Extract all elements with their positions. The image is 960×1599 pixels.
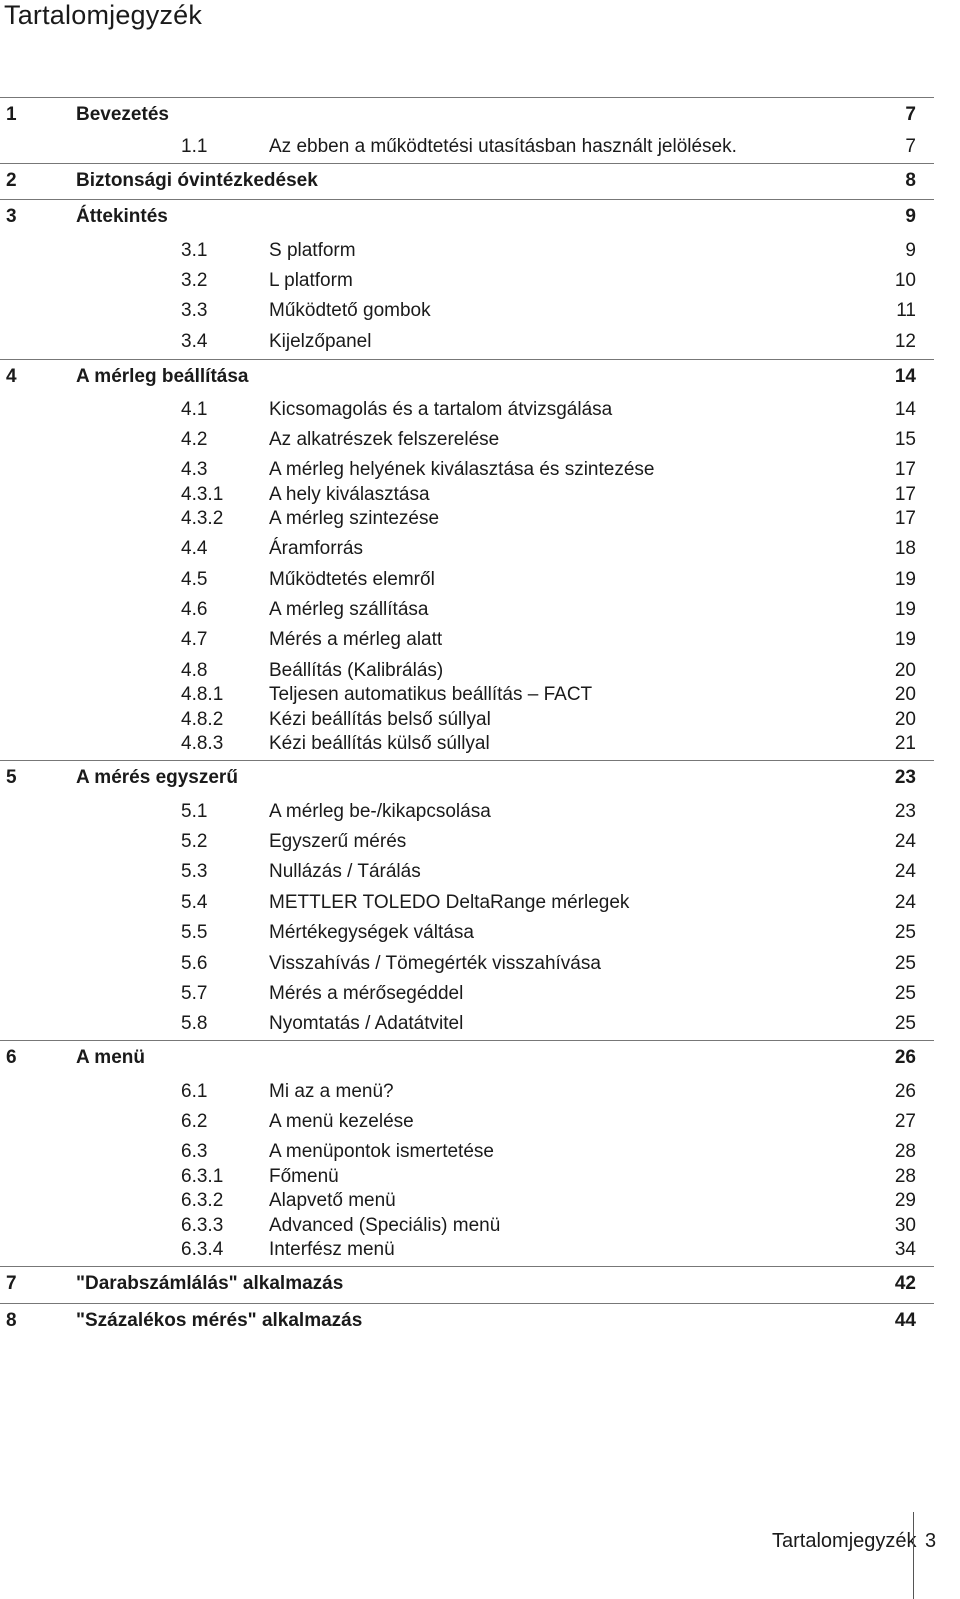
section-title: Beállítás (Kalibrálás) [269,660,444,681]
section-page: 20 [894,709,916,730]
toc-section-row[interactable] [0,952,960,976]
section-title: Kicsomagolás és a tartalom átvizsgálása [269,399,613,420]
chapter-divider [0,359,934,360]
chapter-page: 9 [905,206,916,227]
section-page: 14 [894,399,916,420]
section-number: 3.1 [181,240,208,261]
toc-chapter-row[interactable] [0,205,960,229]
section-number: 4.5 [181,569,208,590]
section-number: 5.6 [181,953,208,974]
section-page: 34 [894,1239,916,1260]
section-title: Visszahívás / Tömegérték visszahívása [269,953,601,974]
section-number: 5.7 [181,983,208,1004]
section-number: 5.2 [181,831,208,852]
chapter-title: Bevezetés [76,104,169,125]
chapter-number: 3 [6,206,17,227]
section-number: 4.6 [181,599,208,620]
toc-section-row[interactable] [0,568,960,592]
section-page: 19 [894,599,916,620]
section-page: 19 [894,629,916,650]
footer-page-number: 3 [925,1530,937,1552]
chapter-divider [0,199,934,200]
section-number: 3.4 [181,331,208,352]
section-number: 4.8 [181,660,208,681]
section-page: 24 [894,831,916,852]
section-page: 28 [894,1141,916,1162]
toc-section-row[interactable] [0,483,960,507]
section-number: 5.3 [181,861,208,882]
toc-section-row[interactable] [0,628,960,652]
section-title: Mérés a mérősegéddel [269,983,464,1004]
chapter-page: 44 [894,1310,916,1331]
section-title: Az ebben a működtetési utasításban használt jelölések. [269,136,737,157]
section-title: Interfész menü [269,1239,395,1260]
section-title: L platform [269,270,353,291]
section-title: Kézi beállítás külső súllyal [269,733,490,754]
toc-section-row[interactable] [0,507,960,531]
chapter-page: 7 [905,104,916,125]
section-page: 28 [894,1166,916,1187]
chapter-title: Áttekintés [76,206,168,227]
section-page: 24 [894,892,916,913]
section-title: A hely kiválasztása [269,484,430,505]
toc-section-row[interactable] [0,458,960,482]
toc-section-row[interactable] [0,398,960,422]
section-page: 25 [894,983,916,1004]
section-page: 26 [894,1081,916,1102]
toc-section-row[interactable] [0,1012,960,1036]
section-number: 5.1 [181,801,208,822]
toc-section-row[interactable] [0,800,960,824]
toc-section-row[interactable] [0,891,960,915]
chapter-title: Biztonsági óvintézkedések [76,170,318,191]
chapter-title: A menü [76,1047,145,1068]
section-number: 6.3.4 [181,1239,224,1260]
section-page: 25 [894,1013,916,1034]
section-title: A mérleg helyének kiválasztása és szintezése [269,459,655,480]
toc-section-row[interactable] [0,428,960,452]
section-title: Mértékegységek váltása [269,922,474,943]
section-title: Főmenü [269,1166,339,1187]
toc-section-row[interactable] [0,330,960,354]
section-number: 4.3.1 [181,484,224,505]
section-page: 30 [894,1215,916,1236]
section-number: 4.3 [181,459,208,480]
chapter-divider [0,1040,934,1041]
toc-chapter-row[interactable] [0,766,960,790]
toc-chapter-row[interactable] [0,1046,960,1070]
chapter-number: 5 [6,767,17,788]
chapter-number: 1 [6,104,17,125]
toc-section-row[interactable] [0,860,960,884]
chapter-number: 8 [6,1310,17,1331]
toc-section-row[interactable] [0,537,960,561]
section-number: 3.2 [181,270,208,291]
section-number: 4.3.2 [181,508,224,529]
chapter-page: 23 [894,767,916,788]
section-number: 5.8 [181,1013,208,1034]
section-title: A mérleg be-/kikapcsolása [269,801,491,822]
section-title: Alapvető menü [269,1190,396,1211]
section-title: A menüpontok ismertetése [269,1141,494,1162]
toc-section-row[interactable] [0,982,960,1006]
section-number: 4.4 [181,538,208,559]
section-number: 4.8.2 [181,709,224,730]
toc-section-row[interactable] [0,683,960,707]
toc-chapter-row[interactable] [0,1272,960,1296]
section-page: 27 [894,1111,916,1132]
section-title: Advanced (Speciális) menü [269,1215,501,1236]
toc-section-row[interactable] [0,830,960,854]
toc-section-row[interactable] [0,1165,960,1189]
chapter-page: 14 [894,366,916,387]
chapter-title: "Darabszámlálás" alkalmazás [76,1273,344,1294]
section-title: Működtető gombok [269,300,431,321]
section-page: 29 [894,1190,916,1211]
toc-section-row[interactable] [0,732,960,756]
section-number: 5.4 [181,892,208,913]
toc-section-row[interactable] [0,135,960,159]
chapter-page: 8 [905,170,916,191]
chapter-divider [0,1303,934,1304]
footer-label: Tartalomjegyzék [772,1530,917,1552]
toc-section-row[interactable] [0,1140,960,1164]
section-title: Egyszerű mérés [269,831,407,852]
section-number: 5.5 [181,922,208,943]
section-title: Az alkatrészek felszerelése [269,429,500,450]
section-page: 17 [894,508,916,529]
chapter-title: A mérleg beállítása [76,366,249,387]
section-number: 6.1 [181,1081,208,1102]
section-page: 20 [894,660,916,681]
section-page: 17 [894,459,916,480]
chapter-page: 26 [894,1047,916,1068]
chapter-title: A mérés egyszerű [76,767,238,788]
toc-section-row[interactable] [0,1110,960,1134]
section-title: Nyomtatás / Adatátvitel [269,1013,464,1034]
toc-chapter-row[interactable] [0,103,960,127]
chapter-title: "Százalékos mérés" alkalmazás [76,1310,363,1331]
section-page: 11 [896,300,916,321]
section-page: 25 [894,953,916,974]
toc-section-row[interactable] [0,659,960,683]
toc-section-row[interactable] [0,269,960,293]
section-title: S platform [269,240,356,261]
section-number: 4.1 [181,399,208,420]
section-page: 15 [894,429,916,450]
section-number: 4.8.1 [181,684,224,705]
section-page: 17 [894,484,916,505]
toc-chapter-row[interactable] [0,365,960,389]
section-page: 18 [894,538,916,559]
section-number: 6.3.1 [181,1166,224,1187]
chapter-number: 7 [6,1273,17,1294]
section-page: 24 [894,861,916,882]
section-title: A menü kezelése [269,1111,414,1132]
section-number: 6.3.3 [181,1215,224,1236]
toc-section-row[interactable] [0,239,960,263]
section-title: Mérés a mérleg alatt [269,629,443,650]
footer-divider [913,1512,914,1599]
section-number: 6.3.2 [181,1190,224,1211]
toc-section-row[interactable] [0,1238,960,1262]
section-title: Kézi beállítás belső súllyal [269,709,491,730]
section-page: 25 [894,922,916,943]
section-title: Működtetés elemről [269,569,435,590]
toc-section-row[interactable] [0,299,960,323]
section-title: Mi az a menü? [269,1081,394,1102]
chapter-number: 2 [6,170,17,191]
section-number: 4.7 [181,629,208,650]
section-title: METTLER TOLEDO DeltaRange mérlegek [269,892,630,913]
chapter-number: 6 [6,1047,17,1068]
toc-section-row[interactable] [0,1189,960,1213]
section-title: Teljesen automatikus beállítás – FACT [269,684,593,705]
section-page: 7 [905,136,916,157]
section-page: 21 [894,733,916,754]
chapter-divider [0,760,934,761]
section-number: 6.3 [181,1141,208,1162]
toc-section-row[interactable] [0,921,960,945]
section-title: Áramforrás [269,538,363,559]
section-page: 20 [894,684,916,705]
chapter-divider [0,97,934,98]
page-title: Tartalomjegyzék [4,0,203,30]
toc-section-row[interactable] [0,1214,960,1238]
toc-section-row[interactable] [0,1080,960,1104]
section-page: 10 [894,270,916,291]
toc-section-row[interactable] [0,708,960,732]
section-number: 4.8.3 [181,733,224,754]
section-number: 1.1 [181,136,208,157]
toc-section-row[interactable] [0,598,960,622]
section-title: A mérleg szintezése [269,508,440,529]
toc-chapter-row[interactable] [0,169,960,193]
section-page: 9 [905,240,916,261]
section-number: 6.2 [181,1111,208,1132]
section-page: 12 [894,331,916,352]
chapter-divider [0,1266,934,1267]
toc-chapter-row[interactable] [0,1309,960,1333]
section-title: Nullázás / Tárálás [269,861,421,882]
chapter-number: 4 [6,366,17,387]
chapter-page: 42 [894,1273,916,1294]
section-title: Kijelzőpanel [269,331,372,352]
section-number: 3.3 [181,300,208,321]
section-number: 4.2 [181,429,208,450]
section-page: 19 [894,569,916,590]
section-title: A mérleg szállítása [269,599,429,620]
section-page: 23 [894,801,916,822]
chapter-divider [0,163,934,164]
